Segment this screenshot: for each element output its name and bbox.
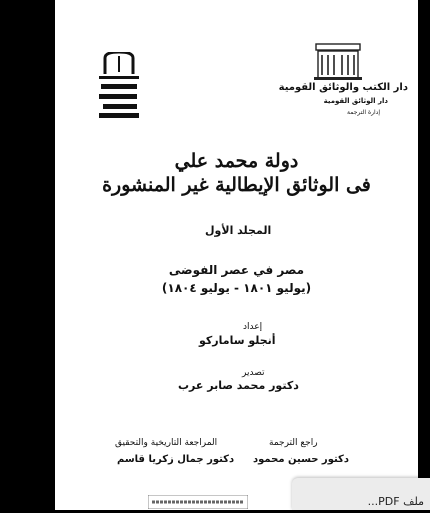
author-name: أنجلو ساماركو [199, 334, 276, 347]
foreword-label: تصدير [242, 368, 265, 378]
foreword-author: دكتور محمد صابر عرب [178, 379, 299, 392]
open-pdf-banner-text: ملف PDF... [367, 495, 424, 508]
historical-reviewer: دكتور جمال زكريا قاسم [117, 454, 235, 465]
translation-reviewer: دكتور حسين محمود [253, 454, 349, 465]
volume-label: المجلد الأول [205, 224, 272, 237]
prepared-label: إعداد [243, 322, 263, 332]
book-title-line1: دولة محمد علي [174, 150, 299, 172]
open-pdf-banner[interactable] [292, 478, 430, 510]
national-archives-logo [313, 42, 363, 82]
book-title-line2: فى الوثائق الإيطالية غير المنشورة [102, 174, 371, 196]
document-page [55, 0, 418, 510]
printing-house-stamp [148, 494, 248, 508]
volume-date-range: (يوليو ١٨٠١ - يوليو ١٨٠٤) [161, 281, 312, 295]
publisher-name: دار الكتب والوثائق القومية [278, 82, 408, 93]
volume-subtitle: مصر في عصر الفوضى [168, 263, 305, 277]
translation-review-label: راجع الترجمة [269, 438, 318, 448]
publisher-subname: دار الوثائق القومية [323, 97, 388, 105]
historical-review-label: المراجعة التاريخية والتحقيق [115, 438, 218, 448]
publisher-department: إدارة الترجمة [347, 109, 380, 116]
supreme-council-logo [97, 52, 141, 120]
